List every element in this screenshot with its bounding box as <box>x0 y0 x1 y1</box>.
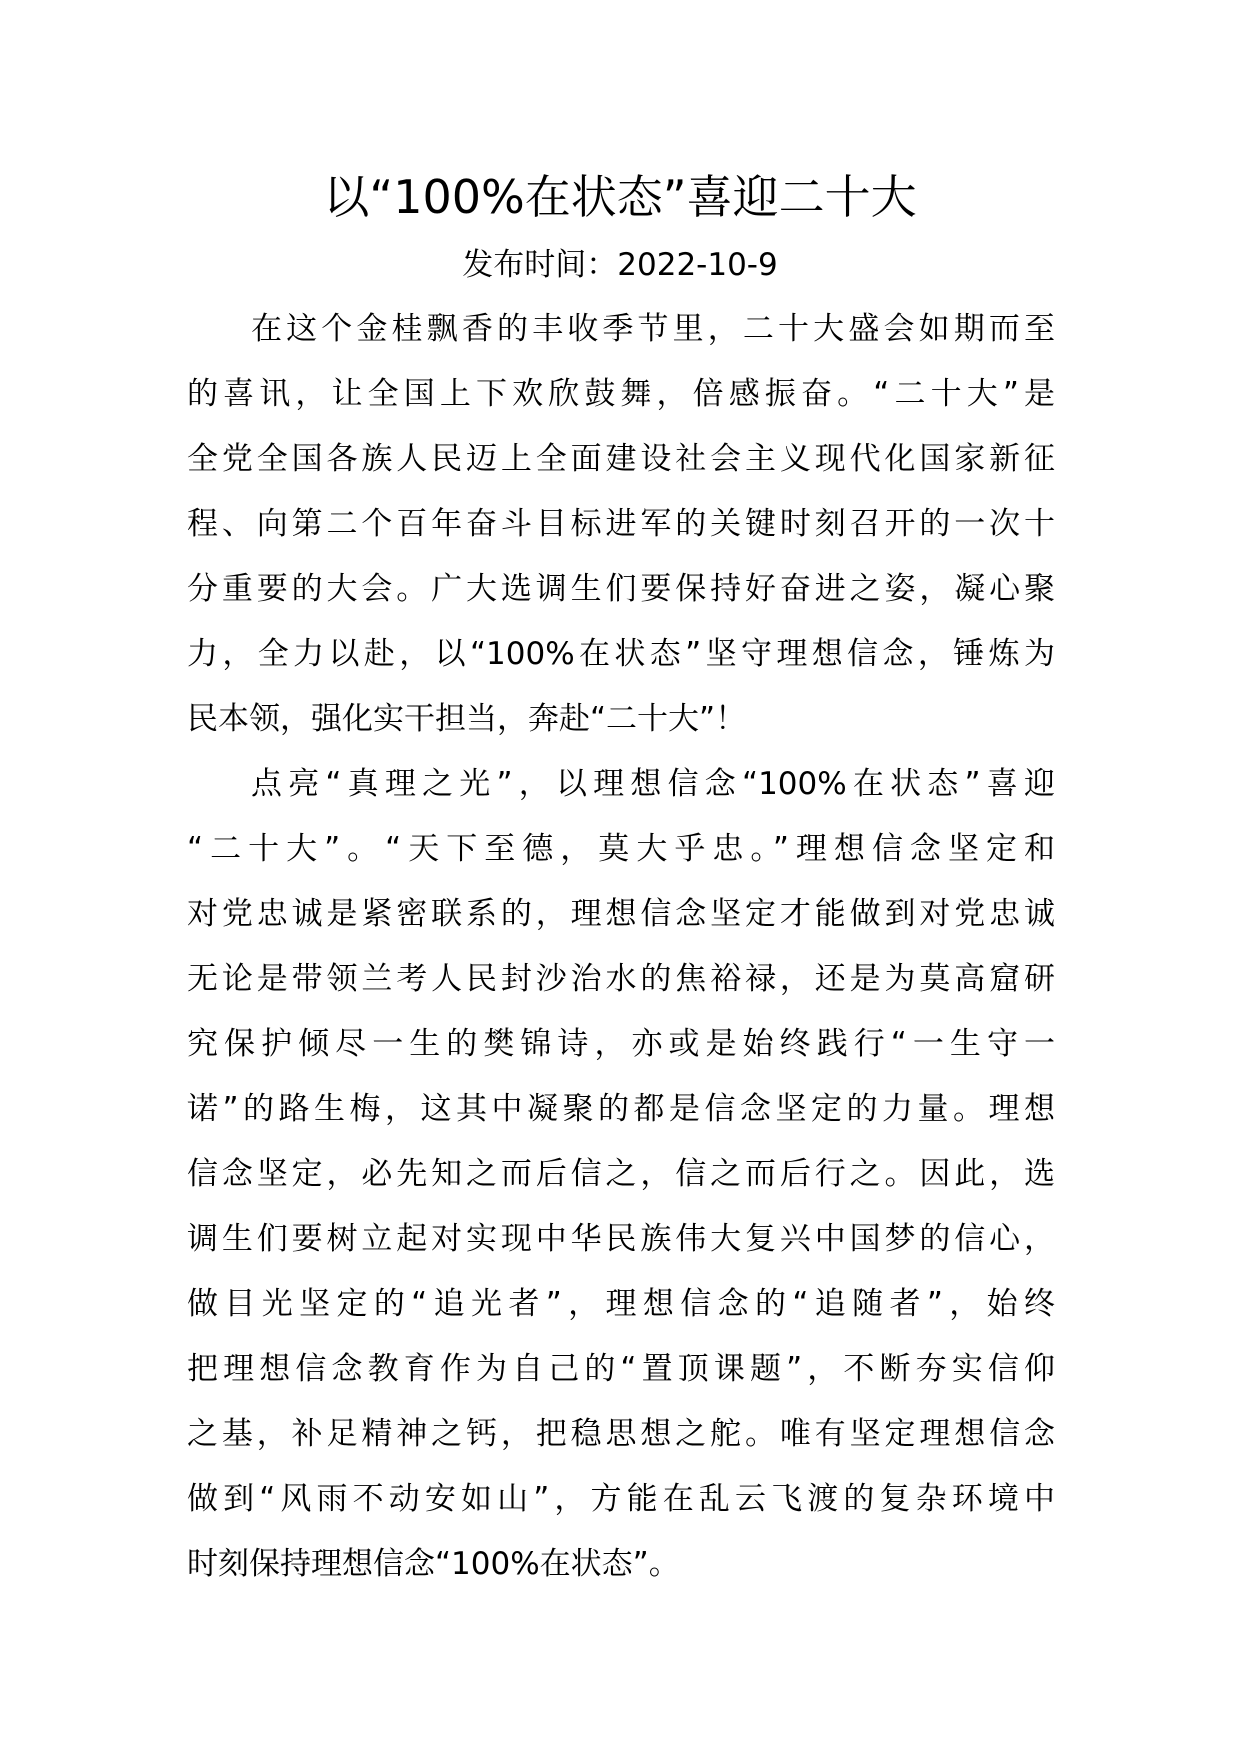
paragraph <box>187 297 1055 752</box>
text-line: 把理想信念教育作为自己的“置顶课题”，不断夯实信仰 <box>187 1351 1055 1387</box>
text-line: 点亮“真理之光”，以理想信念“100%在状态”喜迎 <box>251 766 1055 802</box>
text-line: 程、向第二个百年奋斗目标进军的关键时刻召开的一次十 <box>187 506 1055 542</box>
text-line: 在这个金桂飘香的丰收季节里，二十大盛会如期而至 <box>251 311 1055 347</box>
paragraph <box>187 752 1055 1597</box>
text-line: “二十大”。“天下至德，莫大乎忠。”理想信念坚定和 <box>187 831 1055 867</box>
text-line: 民本领，强化实干担当，奔赴“二十大”！ <box>187 701 747 737</box>
text-line: 信念坚定，必先知之而后信之，信之而后行之。因此，选 <box>187 1156 1055 1192</box>
text-line: 究保护倾尽一生的樊锦诗，亦或是始终践行“一生守一 <box>187 1026 1055 1062</box>
text-line: 诺”的路生梅，这其中凝聚的都是信念坚定的力量。理想 <box>187 1091 1055 1127</box>
text-line: 做目光坚定的“追光者”，理想信念的“追随者”，始终 <box>187 1286 1055 1322</box>
publish-date: 发布时间：2022-10-9 <box>462 247 778 283</box>
text-line: 力，全力以赴，以“100%在状态”坚守理想信念，锤炼为 <box>187 636 1055 672</box>
article-body <box>187 297 1055 1597</box>
text-line: 无论是带领兰考人民封沙治水的焦裕禄，还是为莫高窟研 <box>187 961 1055 997</box>
text-line: 对党忠诚是紧密联系的，理想信念坚定才能做到对党忠诚 <box>187 896 1055 932</box>
text-line: 全党全国各族人民迈上全面建设社会主义现代化国家新征 <box>187 441 1055 477</box>
text-line: 做到“风雨不动安如山”，方能在乱云飞渡的复杂环境中 <box>187 1481 1055 1517</box>
text-line: 分重要的大会。广大选调生们要保持好奋进之姿，凝心聚 <box>187 571 1055 607</box>
text-line: 的喜讯，让全国上下欢欣鼓舞，倍感振奋。“二十大”是 <box>187 376 1055 412</box>
text-line: 之基，补足精神之钙，把稳思想之舵。唯有坚定理想信念 <box>187 1416 1055 1452</box>
document-title: 以“100%在状态”喜迎二十大 <box>323 170 917 224</box>
text-line: 调生们要树立起对实现中华民族伟大复兴中国梦的信心， <box>187 1221 1055 1257</box>
text-line: 时刻保持理想信念“100%在状态”。 <box>187 1546 680 1582</box>
